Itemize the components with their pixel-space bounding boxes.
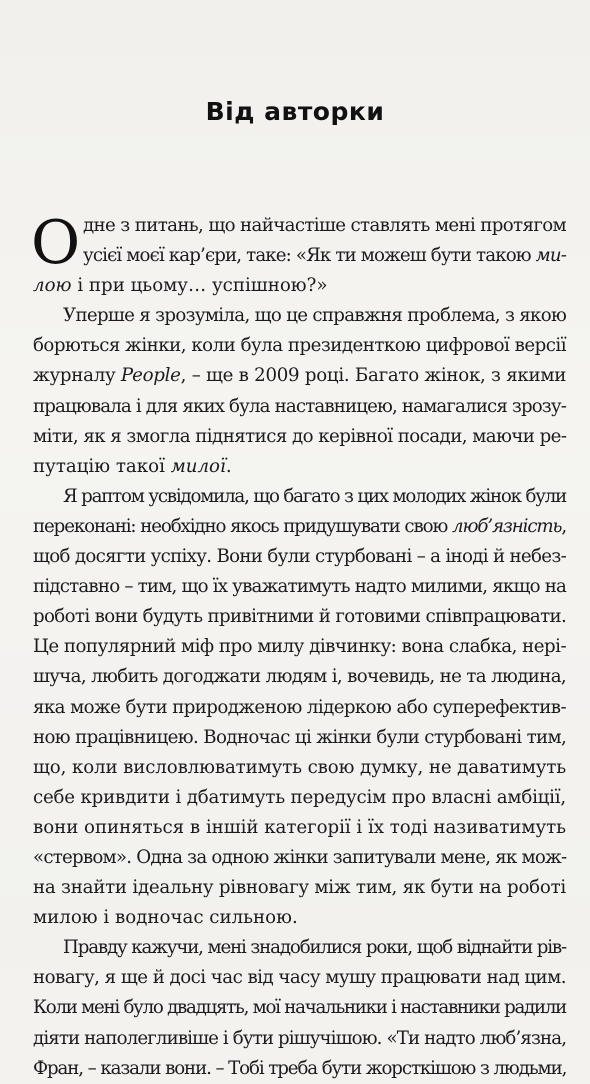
- text-line: вони опиняться в іншій категорії і їх тоді називатимуть: [33, 816, 566, 838]
- text-line: що, коли висловлюватимуть свою думку, не даватимуть: [33, 756, 567, 778]
- italic-text: милої: [170, 455, 226, 477]
- text-line: борються жінки, коли була президенткою цифрової версії: [33, 335, 566, 357]
- text-run: переконані: необхідно якось придушувати свою: [33, 515, 452, 537]
- italic-text: лою: [33, 275, 72, 297]
- text-line: Фран, – казали вони. – Тобі треба бути жорсткішою з людьми,: [33, 1057, 567, 1079]
- text-run: усієї моєї кар’єри, таке: «Як ти можеш бути такою: [83, 245, 536, 267]
- text-line: шуча, любить догоджати людям і, вочевидь, не та людина,: [33, 666, 567, 688]
- text-line: дне з питань, що найчастіше ставлять мені протягом: [83, 215, 567, 236]
- text-line: діяти наполегливіше і бути рішучішою. «Ти надто люб’язна,: [33, 1027, 567, 1049]
- text-line: працювала і для яких була наставницею, намагалися зрозу-: [33, 395, 566, 417]
- text-line: [33, 271, 566, 301]
- text-line: Це популярний міф про милу дівчинку: вона слабка, нері-: [33, 636, 567, 658]
- text-run: , – ще в 2009 році. Багато жінок, з якими: [180, 365, 567, 387]
- paragraph-4: [33, 933, 566, 1083]
- text-line: підставно – тим, що їх уважатимуть надто милими, якщо на: [33, 576, 567, 598]
- text-line: Правду кажучи, мені знадобилися роки, щоб віднайти рів-: [63, 937, 566, 959]
- text-line: Я раптом усвідомила, що багато з цих молодих жінок були: [63, 485, 566, 507]
- text-run: ,: [561, 515, 566, 537]
- drop-cap: О: [31, 208, 81, 278]
- text-line: «стервом». Одна за одною жінки запитували мене, як мож-: [33, 846, 567, 868]
- text-line: себе кривдити і дбатимуть передусім про власні амбіції,: [33, 786, 566, 808]
- text-line: [33, 241, 566, 271]
- paragraph-3: [33, 482, 566, 933]
- text-line: Уперше я зрозуміла, що це справжня проблема, з якою: [63, 305, 567, 327]
- text-line: роботі вони будуть привітними й готовими співпрацювати.: [33, 606, 567, 628]
- text-line: щоб досягти успіху. Вони були стурбовані – а іноді й небез-: [33, 546, 567, 568]
- text-line: на знайти ідеальну рівновагу між тим, як бути на роботі: [33, 877, 566, 899]
- paragraph-2: [33, 301, 566, 482]
- text-line: яка може бути природженою лідеркою або суперефектив-: [33, 696, 566, 718]
- text-run: журналу: [33, 365, 121, 387]
- text-line: [33, 452, 566, 482]
- text-run: путацію такої: [33, 455, 171, 477]
- text-line: новагу, я ще й досі час від часу мушу працювати над цим.: [33, 967, 566, 989]
- chapter-title: Від авторки: [205, 97, 385, 126]
- text-line: [33, 512, 566, 542]
- text-line: Коли мені було двадцять, мої начальники і наставники радили: [33, 997, 566, 1019]
- italic-text: People: [120, 365, 181, 387]
- italic-text: люб’язність: [451, 515, 562, 537]
- text-line: милою і водночас сильною.: [33, 907, 298, 929]
- paragraph-1: [31, 208, 567, 301]
- text-line: [33, 361, 566, 391]
- text-line: міти, як я змогла піднятися до керівної посади, маючи ре-: [33, 425, 567, 447]
- body-text: [31, 208, 567, 1084]
- text-run: і при цьому… успішною?»: [71, 275, 328, 297]
- italic-text: ми-: [535, 245, 566, 267]
- text-run: .: [225, 455, 232, 477]
- text-line: ною працівницею. Водночас ці жінки були стурбовані тим,: [33, 726, 567, 748]
